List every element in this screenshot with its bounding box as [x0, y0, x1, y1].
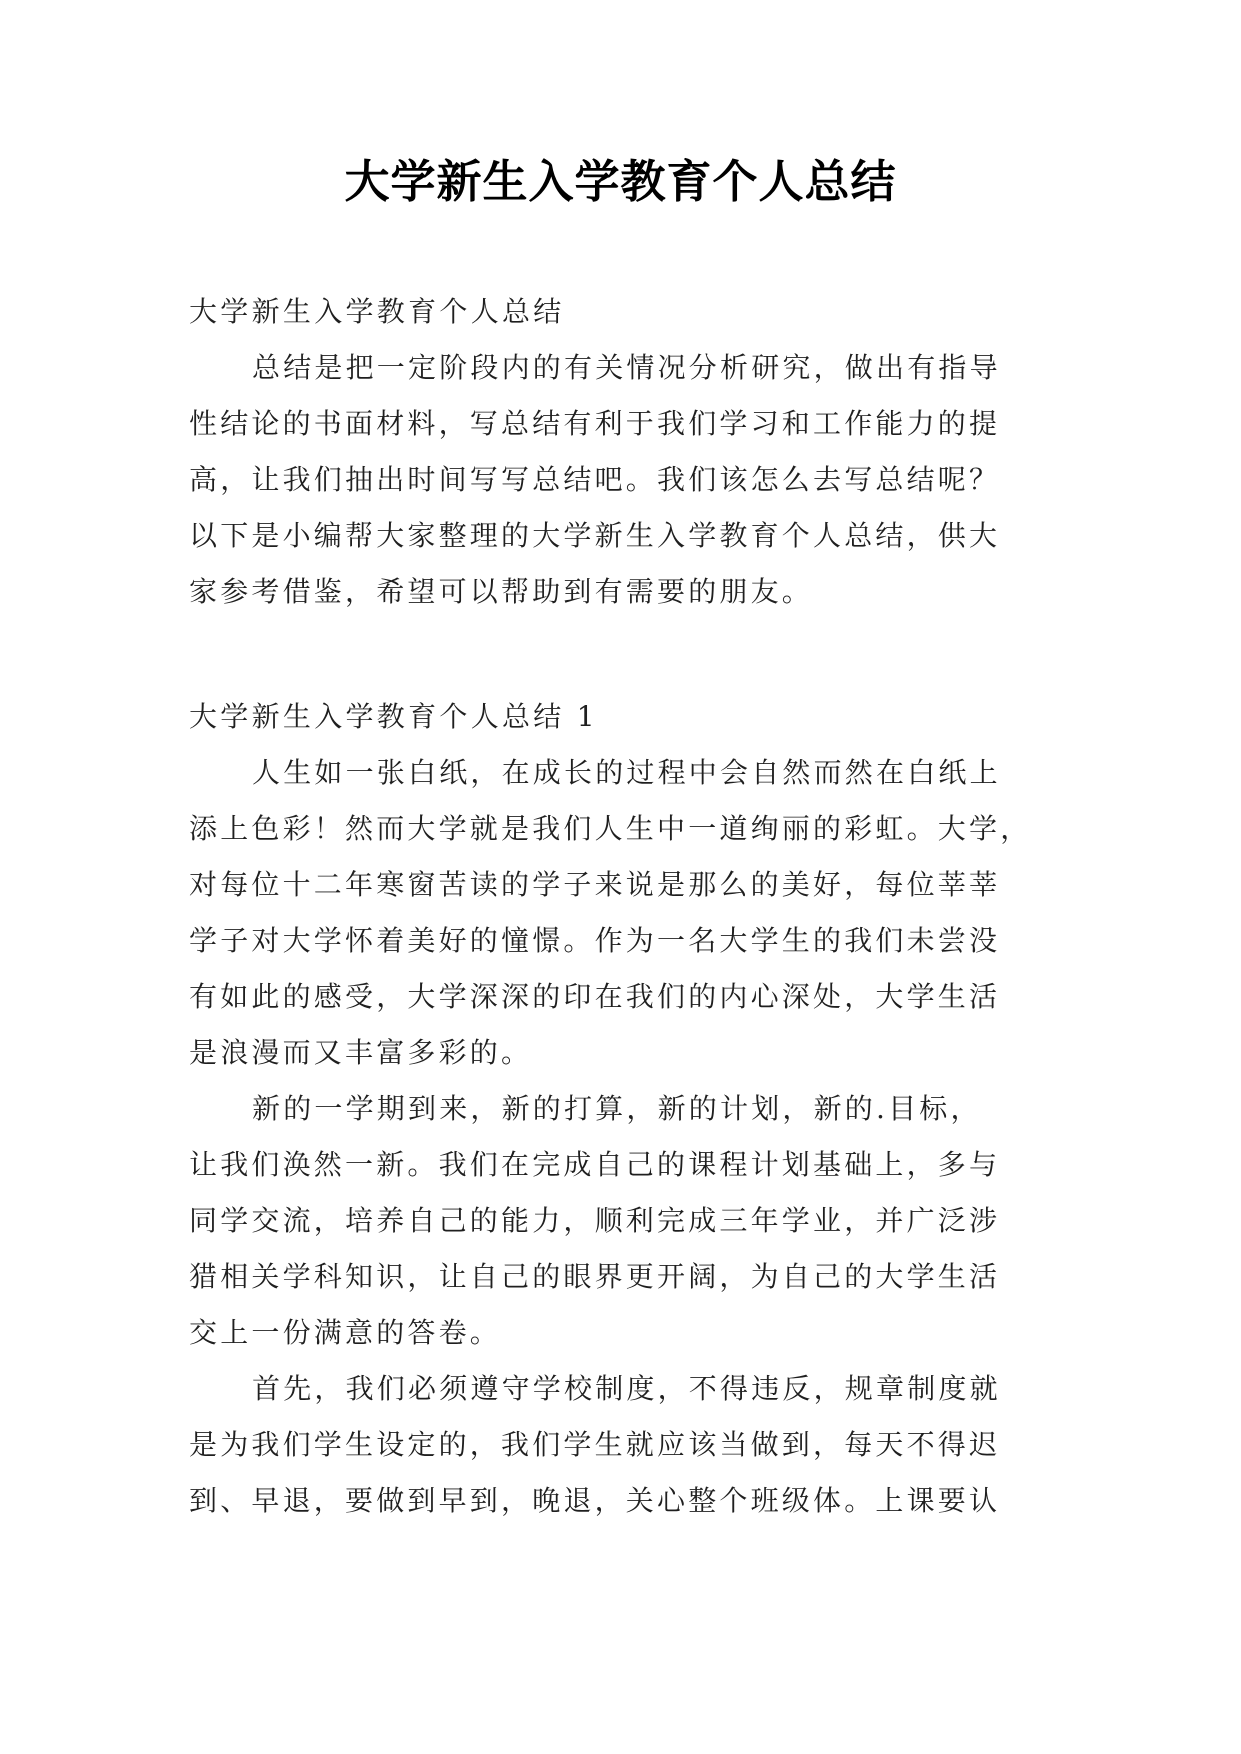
- paragraph-line: 家参考借鉴，希望可以帮助到有需要的朋友。: [189, 575, 814, 608]
- paragraph-line: 是为我们学生设定的，我们学生就应该当做到，每天不得迟: [189, 1428, 1001, 1461]
- section-1-heading: 大学新生入学教育个人总结 1: [189, 700, 598, 733]
- document-body: [189, 284, 1052, 1529]
- paragraph-line: 添上色彩！然而大学就是我们人生中一道绚丽的彩虹。大学，: [189, 812, 1032, 845]
- paragraph-line: 让我们涣然一新。我们在完成自己的课程计划基础上，多与: [189, 1148, 1001, 1181]
- section-1-paragraph-2: [189, 1081, 1052, 1361]
- paragraph-line: 学子对大学怀着美好的憧憬。作为一名大学生的我们未尝没: [189, 924, 1001, 957]
- paragraph-line: 高，让我们抽出时间写写总结吧。我们该怎么去写总结呢？: [189, 463, 1001, 496]
- paragraph-line: 以下是小编帮大家整理的大学新生入学教育个人总结，供大: [189, 519, 1001, 552]
- paragraph-line: 对每位十二年寒窗苦读的学子来说是那么的美好，每位莘莘: [189, 868, 1001, 901]
- paragraph-line: 人生如一张白纸，在成长的过程中会自然而然在白纸上: [252, 756, 1001, 789]
- section-1-paragraph-3: [189, 1361, 1052, 1529]
- paragraph-line: 新的一学期到来，新的打算，新的计划，新的.目标，: [252, 1092, 982, 1125]
- paragraph-line: 交上一份满意的答卷。: [189, 1316, 502, 1349]
- paragraph-line: 性结论的书面材料，写总结有利于我们学习和工作能力的提: [189, 407, 1001, 440]
- intro-paragraph: [189, 340, 1052, 620]
- paragraph-line: 有如此的感受，大学深深的印在我们的内心深处，大学生活: [189, 980, 1001, 1013]
- paragraph-line: 猎相关学科知识，让自己的眼界更开阔，为自己的大学生活: [189, 1260, 1001, 1293]
- intro-heading: 大学新生入学教育个人总结: [189, 295, 565, 328]
- paragraph-line: 到、早退，要做到早到，晚退，关心整个班级体。上课要认: [189, 1484, 1001, 1517]
- paragraph-line: 首先，我们必须遵守学校制度，不得违反，规章制度就: [252, 1372, 1001, 1405]
- paragraph-line: 是浪漫而又丰富多彩的。: [189, 1036, 533, 1069]
- paragraph-line: 同学交流，培养自己的能力，顺利完成三年学业，并广泛涉: [189, 1204, 1001, 1237]
- document-title: 大学新生入学教育个人总结: [344, 155, 897, 208]
- section-spacer: [189, 620, 1052, 689]
- paragraph-line: 总结是把一定阶段内的有关情况分析研究，做出有指导: [252, 351, 1001, 384]
- section-1-paragraph-1: [189, 745, 1052, 1081]
